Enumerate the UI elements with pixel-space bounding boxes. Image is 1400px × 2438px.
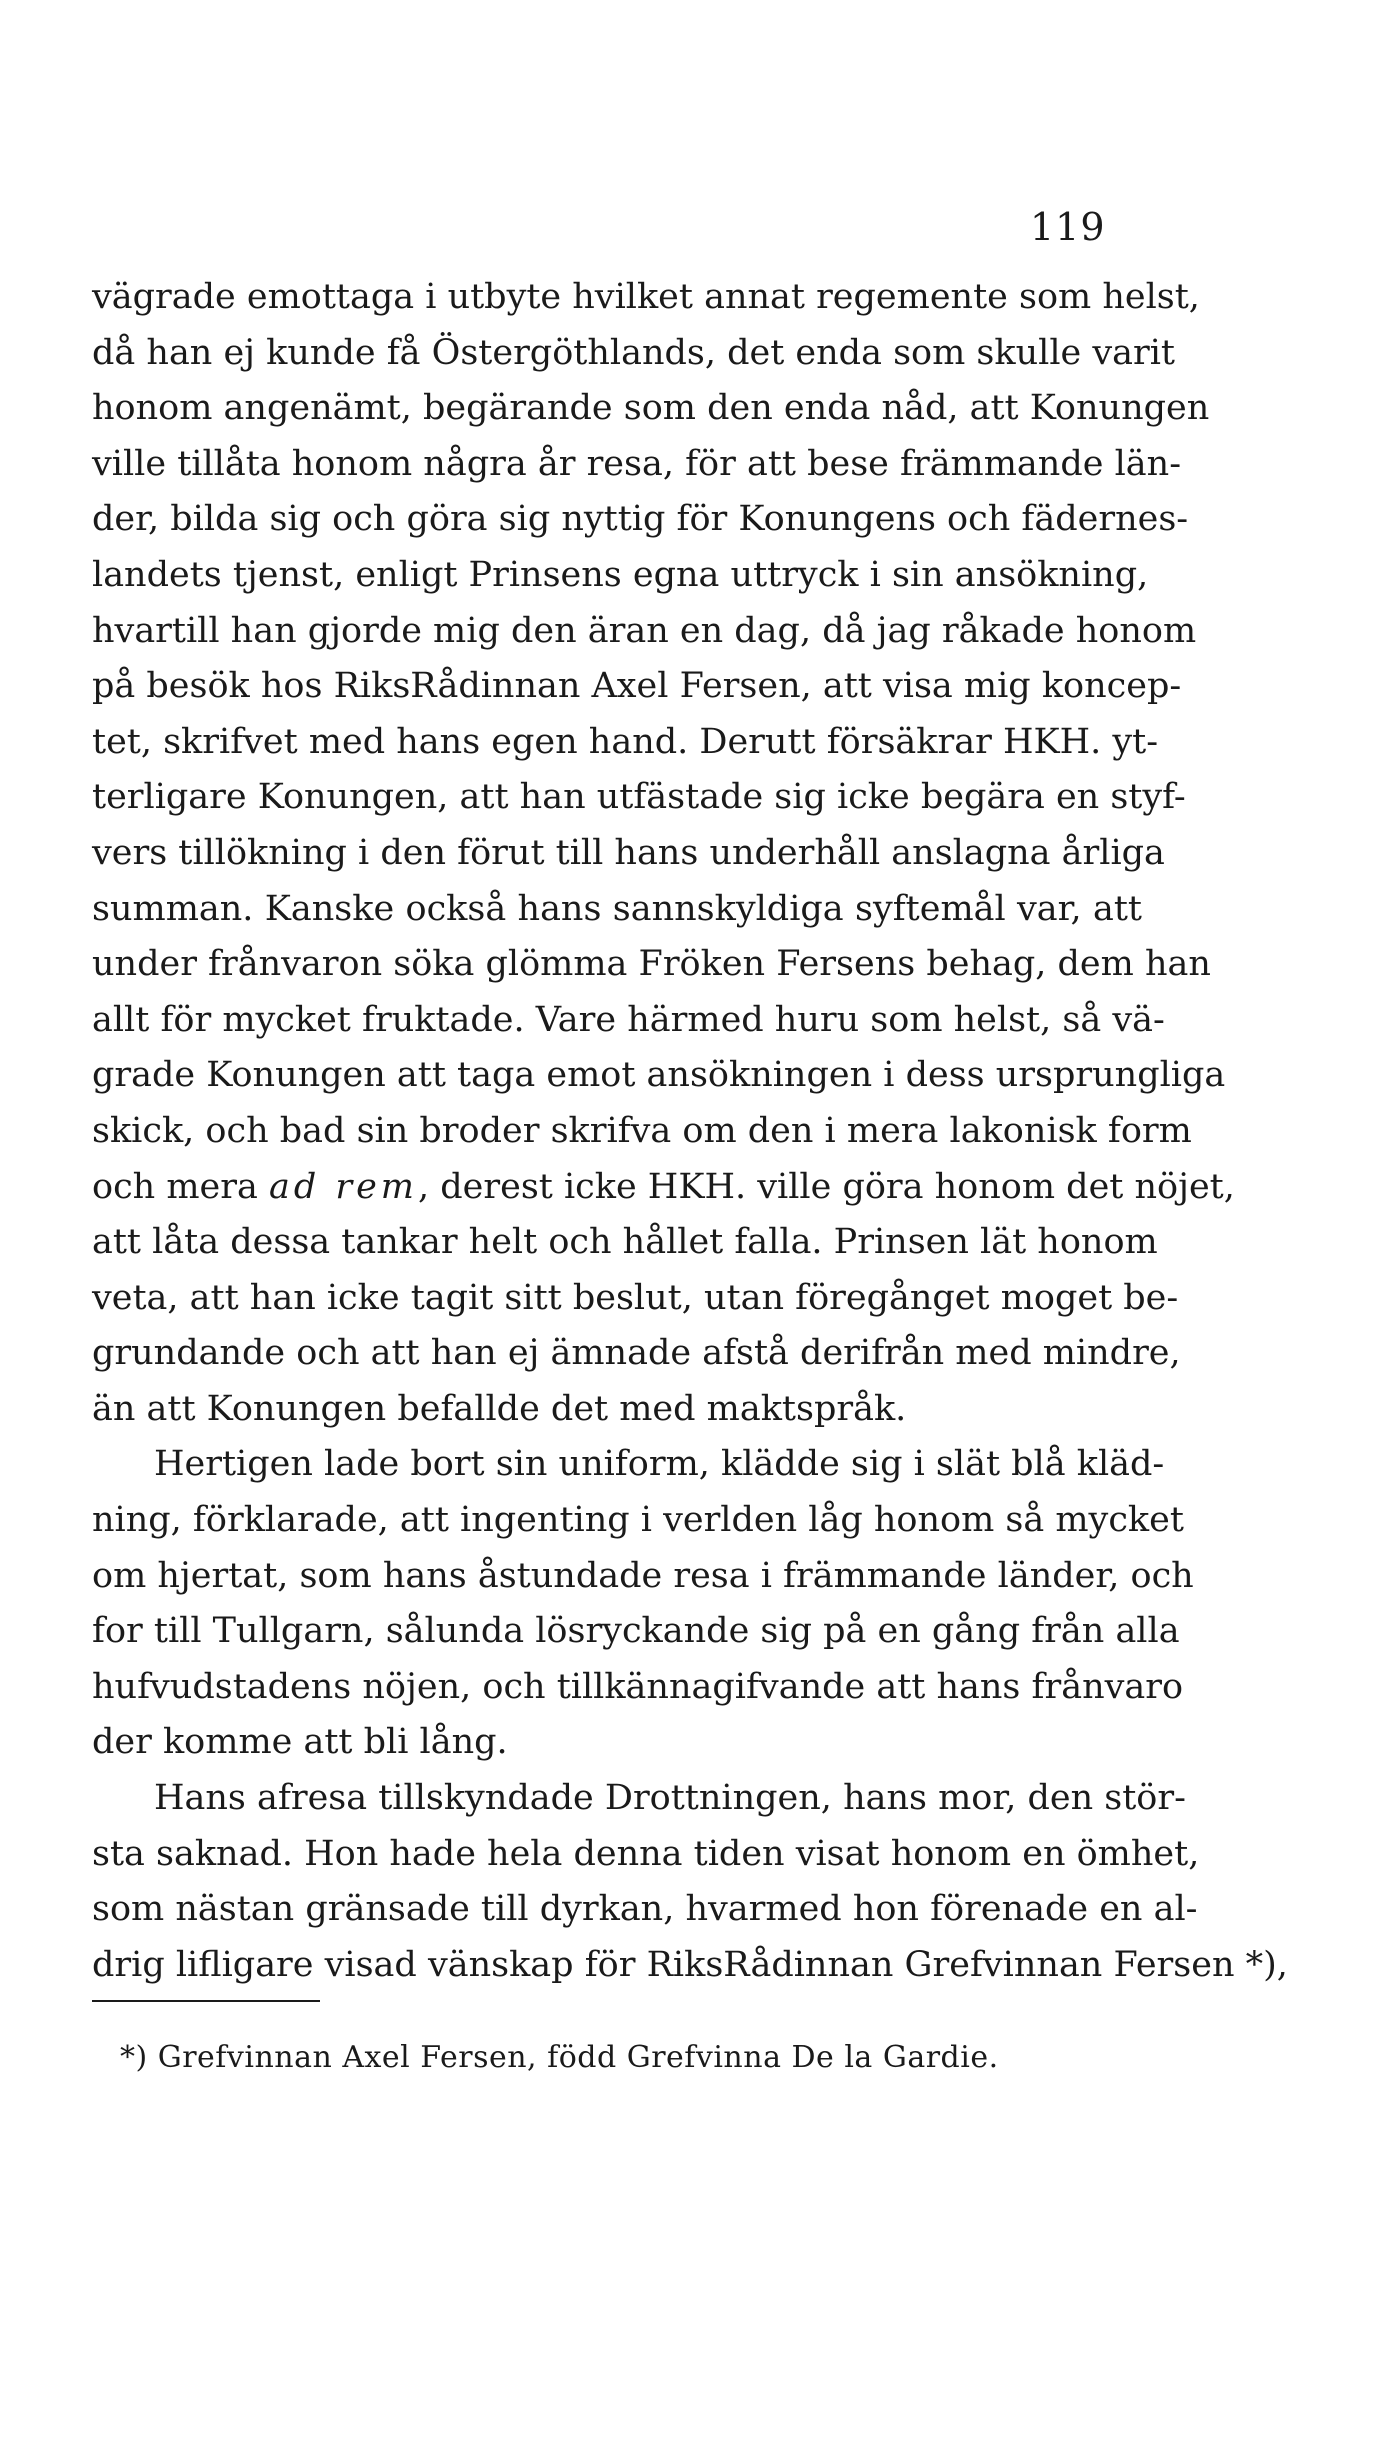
text-line: grade Konungen att taga emot ansökningen i dess ursprungliga: [92, 1055, 1226, 1096]
text-line: vers tillökning i den förut till hans underhåll anslagna årliga: [92, 832, 1165, 873]
text-line: terligare Konungen, att han utfästade sig icke begära en styf-: [92, 777, 1186, 818]
text-line: om hjertat, som hans åstundade resa i främmande länder, och: [92, 1555, 1194, 1596]
text-line: hvartill han gjorde mig den äran en dag, då jag råkade honom: [92, 610, 1197, 651]
text-line: sta saknad. Hon hade hela denna tiden visat honom en ömhet,: [92, 1833, 1200, 1874]
text-line: der, bilda sig och göra sig nyttig för Konungens och fädernes-: [92, 499, 1189, 540]
text-line: under frånvaron söka glömma Fröken Fersens behag, dem han: [92, 944, 1211, 985]
page-number: 119: [1030, 205, 1106, 249]
emphasis-ad-rem: ad rem: [268, 1166, 418, 1207]
text-line: som nästan gränsade till dyrkan, hvarmed hon förenade en al-: [92, 1889, 1198, 1930]
text-line: summan. Kanske också hans sannskyldiga syftemål var, att: [92, 888, 1142, 929]
text-line: veta, att han icke tagit sitt beslut, utan föregånget moget be-: [92, 1277, 1179, 1318]
paragraph-start-line: Hertigen lade bort sin uniform, klädde sig i slät blå kläd-: [154, 1444, 1165, 1485]
text-line: drig lifligare visad vänskap för RiksRådinnan Grefvinnan Fersen *),: [92, 1944, 1288, 1985]
text-line: då han ej kunde få Östergöthlands, det enda som skulle varit: [92, 332, 1175, 373]
text-line: grundande och att han ej ämnade afstå derifrån med mindre,: [92, 1333, 1181, 1374]
text-line: der komme att bli lång.: [92, 1722, 508, 1763]
text-line: än att Konungen befallde det med maktspråk.: [92, 1388, 907, 1429]
text-line: hufvudstadens nöjen, och tillkännagifvande att hans frånvaro: [92, 1666, 1184, 1707]
text-line: skick, och bad sin broder skrifva om den i mera lakonisk form: [92, 1110, 1192, 1151]
text-line: på besök hos RiksRådinnan Axel Fersen, att visa mig koncep-: [92, 666, 1182, 707]
text-line: ville tillåta honom några år resa, för att bese främmande län-: [92, 443, 1182, 484]
text-line: for till Tullgarn, sålunda lösryckande sig på en gång från alla: [92, 1611, 1180, 1652]
text-line: tet, skrifvet med hans egen hand. Derutt försäkrar HKH. yt-: [92, 721, 1159, 762]
text-line: att låta dessa tankar helt och hållet falla. Prinsen lät honom: [92, 1222, 1158, 1263]
text-line: allt för mycket fruktade. Vare härmed huru som helst, så vä-: [92, 999, 1165, 1040]
body-text: [92, 270, 1288, 1993]
footnote: *) Grefvinnan Axel Fersen, född Grefvinna De la Gardie.: [120, 2040, 999, 2075]
text-fragment: , derest icke HKH. ville göra honom det nöjet,: [418, 1166, 1235, 1207]
text-line: landets tjenst, enligt Prinsens egna uttryck i sin ansökning,: [92, 554, 1149, 595]
text-line: vägrade emottaga i utbyte hvilket annat regemente som helst,: [92, 277, 1200, 317]
paragraph-start-line: Hans afresa tillskyndade Drottningen, hans mor, den stör-: [154, 1778, 1186, 1819]
text-fragment: och mera: [92, 1166, 269, 1207]
text-line: ning, förklarade, att ingenting i verlden låg honom så mycket: [92, 1500, 1184, 1541]
text-line: honom angenämt, begärande som den enda nåd, att Konungen: [92, 388, 1210, 429]
text-line-ad-rem: [92, 1160, 1235, 1216]
footnote-divider: [92, 2000, 320, 2002]
